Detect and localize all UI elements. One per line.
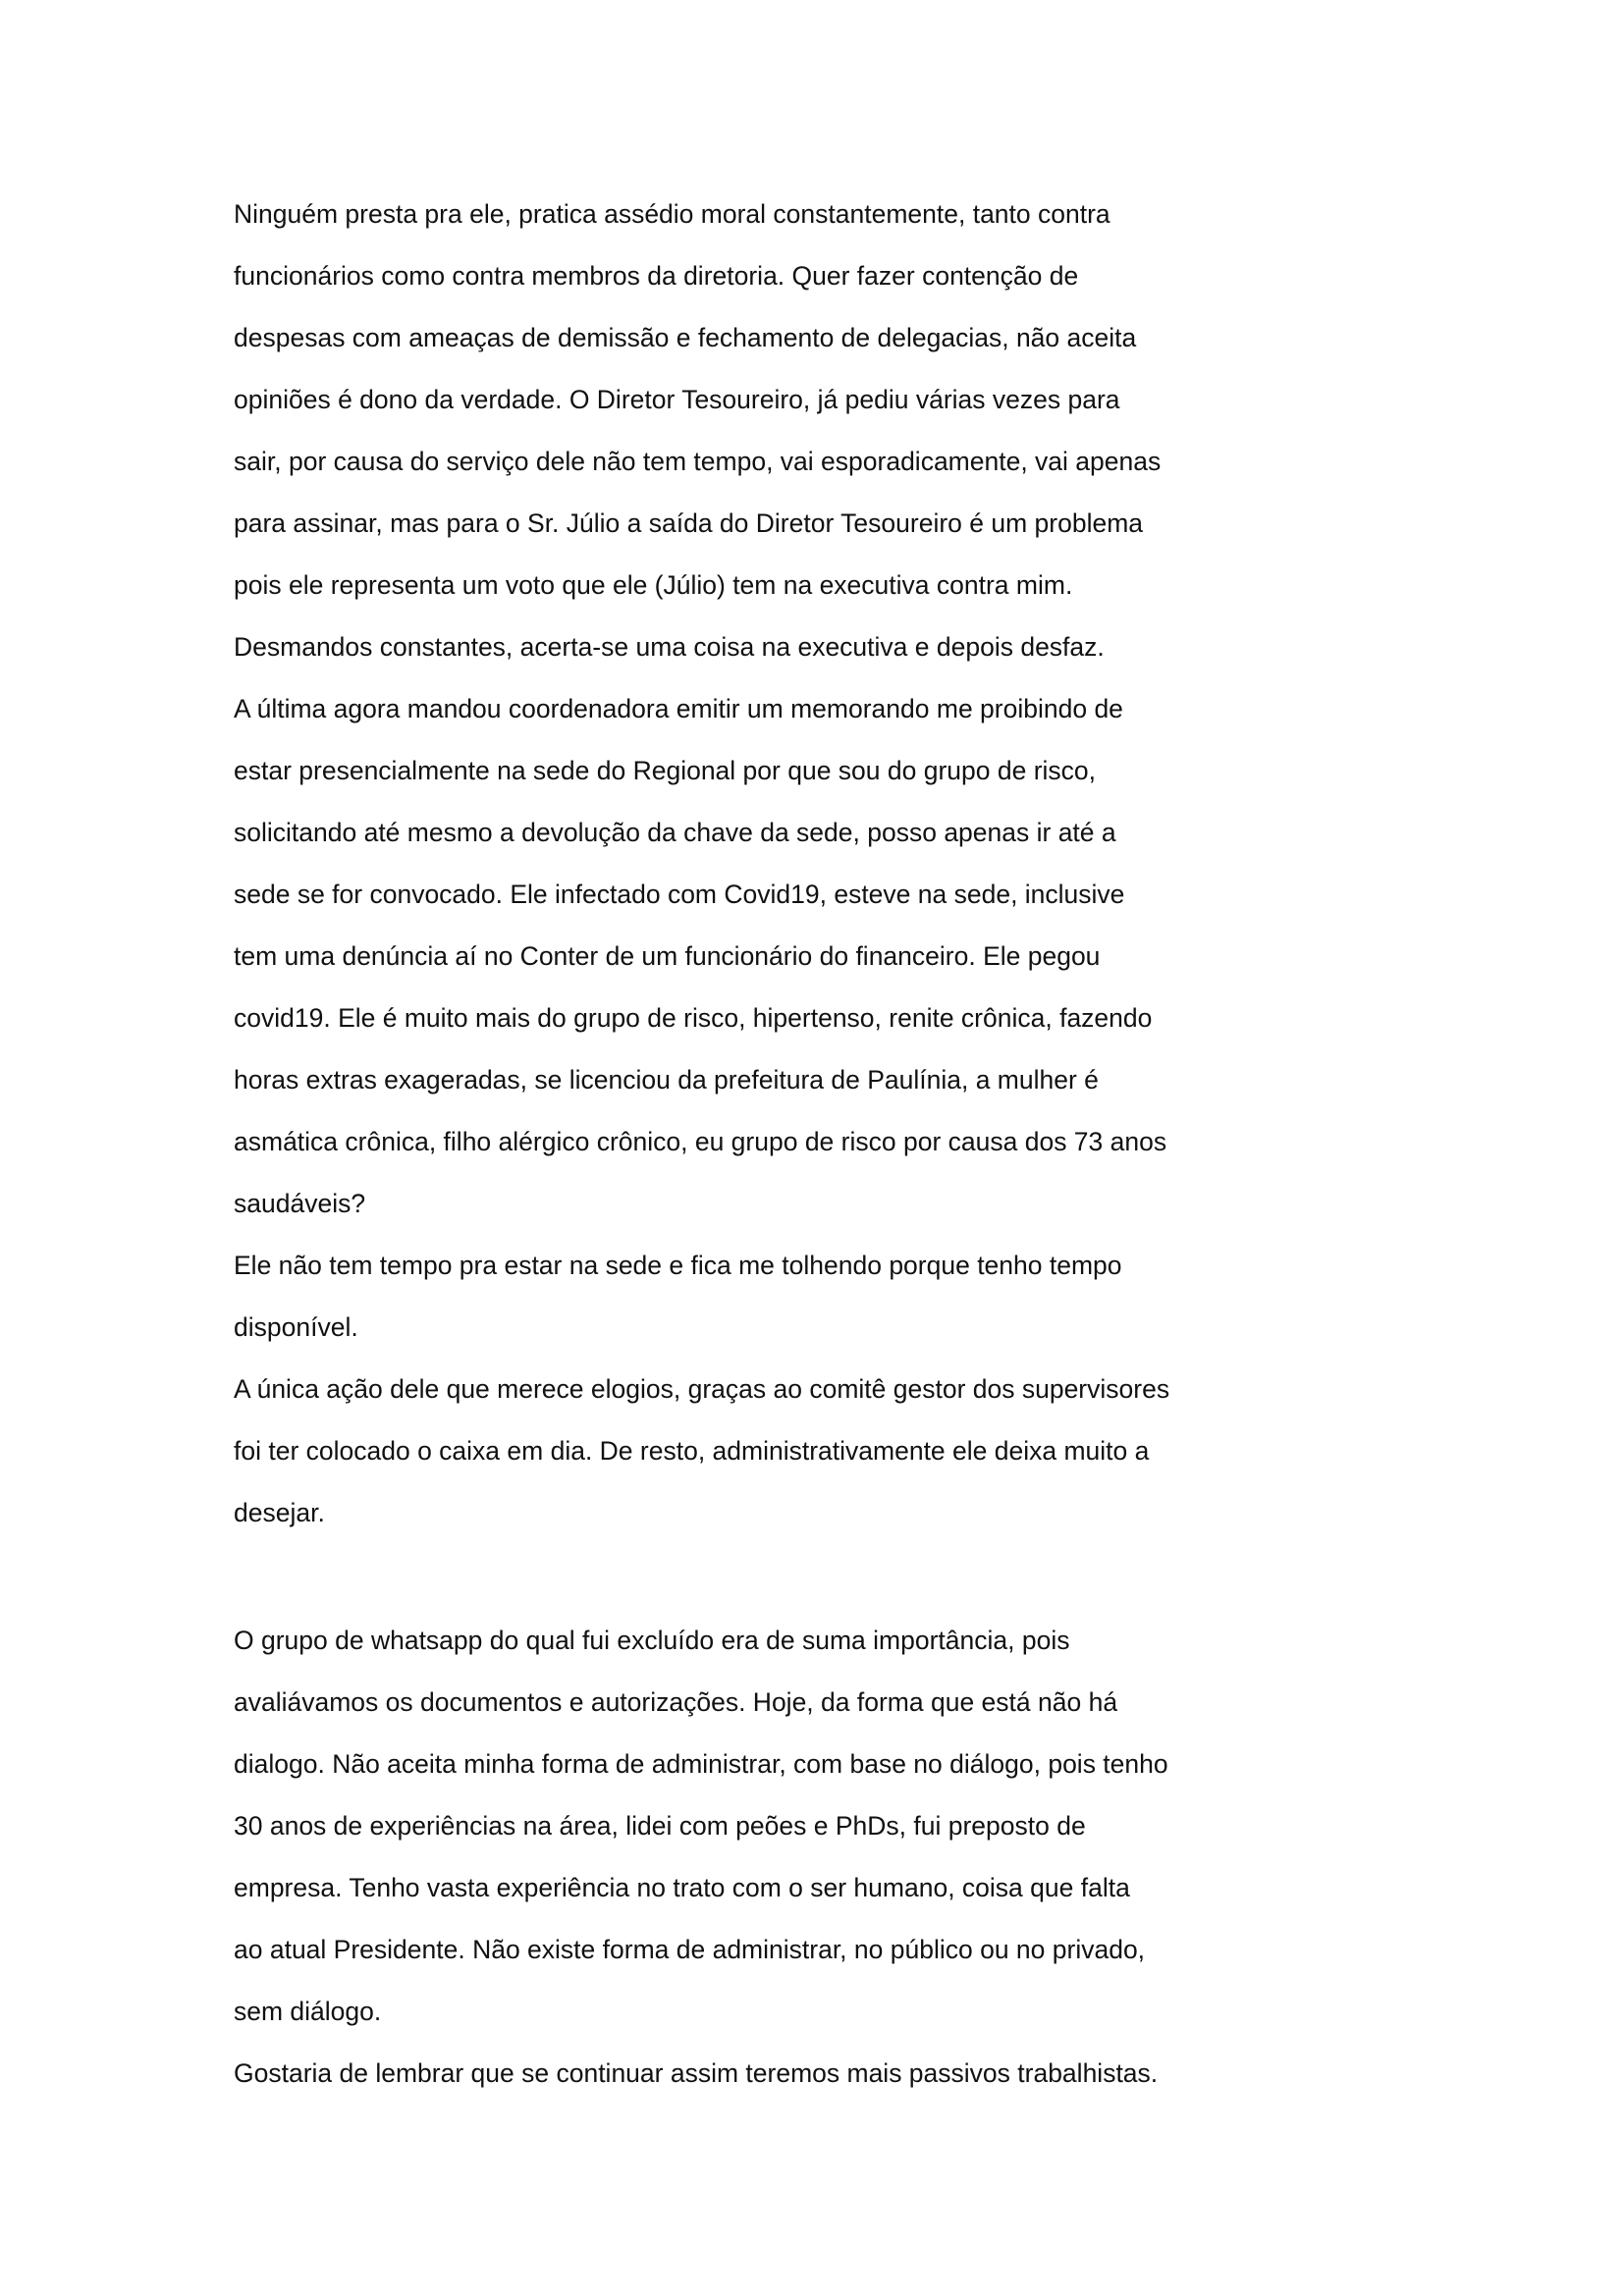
text-line: A última agora mandou coordenadora emitir um memorando me proibindo de bbox=[234, 694, 1123, 723]
text-line: estar presencialmente na sede do Regional por que sou do grupo de risco, bbox=[234, 756, 1097, 785]
text-line: asmática crônica, filho alérgico crônico, eu grupo de risco por causa dos 73 anos bbox=[234, 1127, 1167, 1156]
text-line: empresa. Tenho vasta experiência no trato com o ser humano, coisa que falta bbox=[234, 1873, 1130, 1902]
text-line: sede se for convocado. Ele infectado com Covid19, esteve na sede, inclusive bbox=[234, 880, 1125, 909]
text-line: desejar. bbox=[234, 1498, 325, 1527]
text-line: avaliávamos os documentos e autorizações. Hoje, da forma que está não há bbox=[234, 1687, 1118, 1717]
paragraph-block-2 bbox=[234, 1610, 1294, 2105]
text-line: funcionários como contra membros da diretoria. Quer fazer contenção de bbox=[234, 261, 1079, 291]
text-line: tem uma denúncia aí no Conter de um funcionário do financeiro. Ele pegou bbox=[234, 941, 1101, 971]
text-line: pois ele representa um voto que ele (Júlio) tem na executiva contra mim. bbox=[234, 570, 1073, 600]
text-line: 30 anos de experiências na área, lidei com peões e PhDs, fui preposto de bbox=[234, 1811, 1086, 1841]
text-line: sair, por causa do serviço dele não tem tempo, vai esporadicamente, vai apenas bbox=[234, 447, 1162, 476]
text-line: O grupo de whatsapp do qual fui excluído era de suma importância, pois bbox=[234, 1626, 1070, 1655]
text-line: Desmandos constantes, acerta-se uma coisa na executiva e depois desfaz. bbox=[234, 632, 1105, 662]
text-line: dialogo. Não aceita minha forma de administrar, com base no diálogo, pois tenho bbox=[234, 1749, 1168, 1779]
text-line: disponível. bbox=[234, 1312, 358, 1342]
text-line: Gostaria de lembrar que se continuar assim teremos mais passivos trabalhistas. bbox=[234, 2058, 1159, 2088]
text-line: horas extras exageradas, se licenciou da prefeitura de Paulínia, a mulher é bbox=[234, 1065, 1099, 1095]
text-line: foi ter colocado o caixa em dia. De resto, administrativamente ele deixa muito a bbox=[234, 1436, 1150, 1466]
text-line: opiniões é dono da verdade. O Diretor Tesoureiro, já pediu várias vezes para bbox=[234, 385, 1120, 414]
text-line: para assinar, mas para o Sr. Júlio a saída do Diretor Tesoureiro é um problema bbox=[234, 508, 1144, 538]
text-line: ao atual Presidente. Não existe forma de administrar, no público ou no privado, bbox=[234, 1935, 1146, 1964]
text-line: covid19. Ele é muito mais do grupo de risco, hipertenso, renite crônica, fazendo bbox=[234, 1003, 1153, 1033]
text-line: Ninguém presta pra ele, pratica assédio moral constantemente, tanto contra bbox=[234, 199, 1110, 229]
text-line: A única ação dele que merece elogios, graças ao comitê gestor dos supervisores bbox=[234, 1374, 1170, 1404]
paragraph-block-1 bbox=[234, 184, 1294, 1544]
text-line: despesas com ameaças de demissão e fechamento de delegacias, não aceita bbox=[234, 323, 1137, 352]
text-line: solicitando até mesmo a devolução da chave da sede, posso apenas ir até a bbox=[234, 818, 1116, 847]
text-line: saudáveis? bbox=[234, 1189, 366, 1218]
text-line: sem diálogo. bbox=[234, 1997, 382, 2026]
text-line: Ele não tem tempo pra estar na sede e fica me tolhendo porque tenho tempo bbox=[234, 1251, 1122, 1280]
